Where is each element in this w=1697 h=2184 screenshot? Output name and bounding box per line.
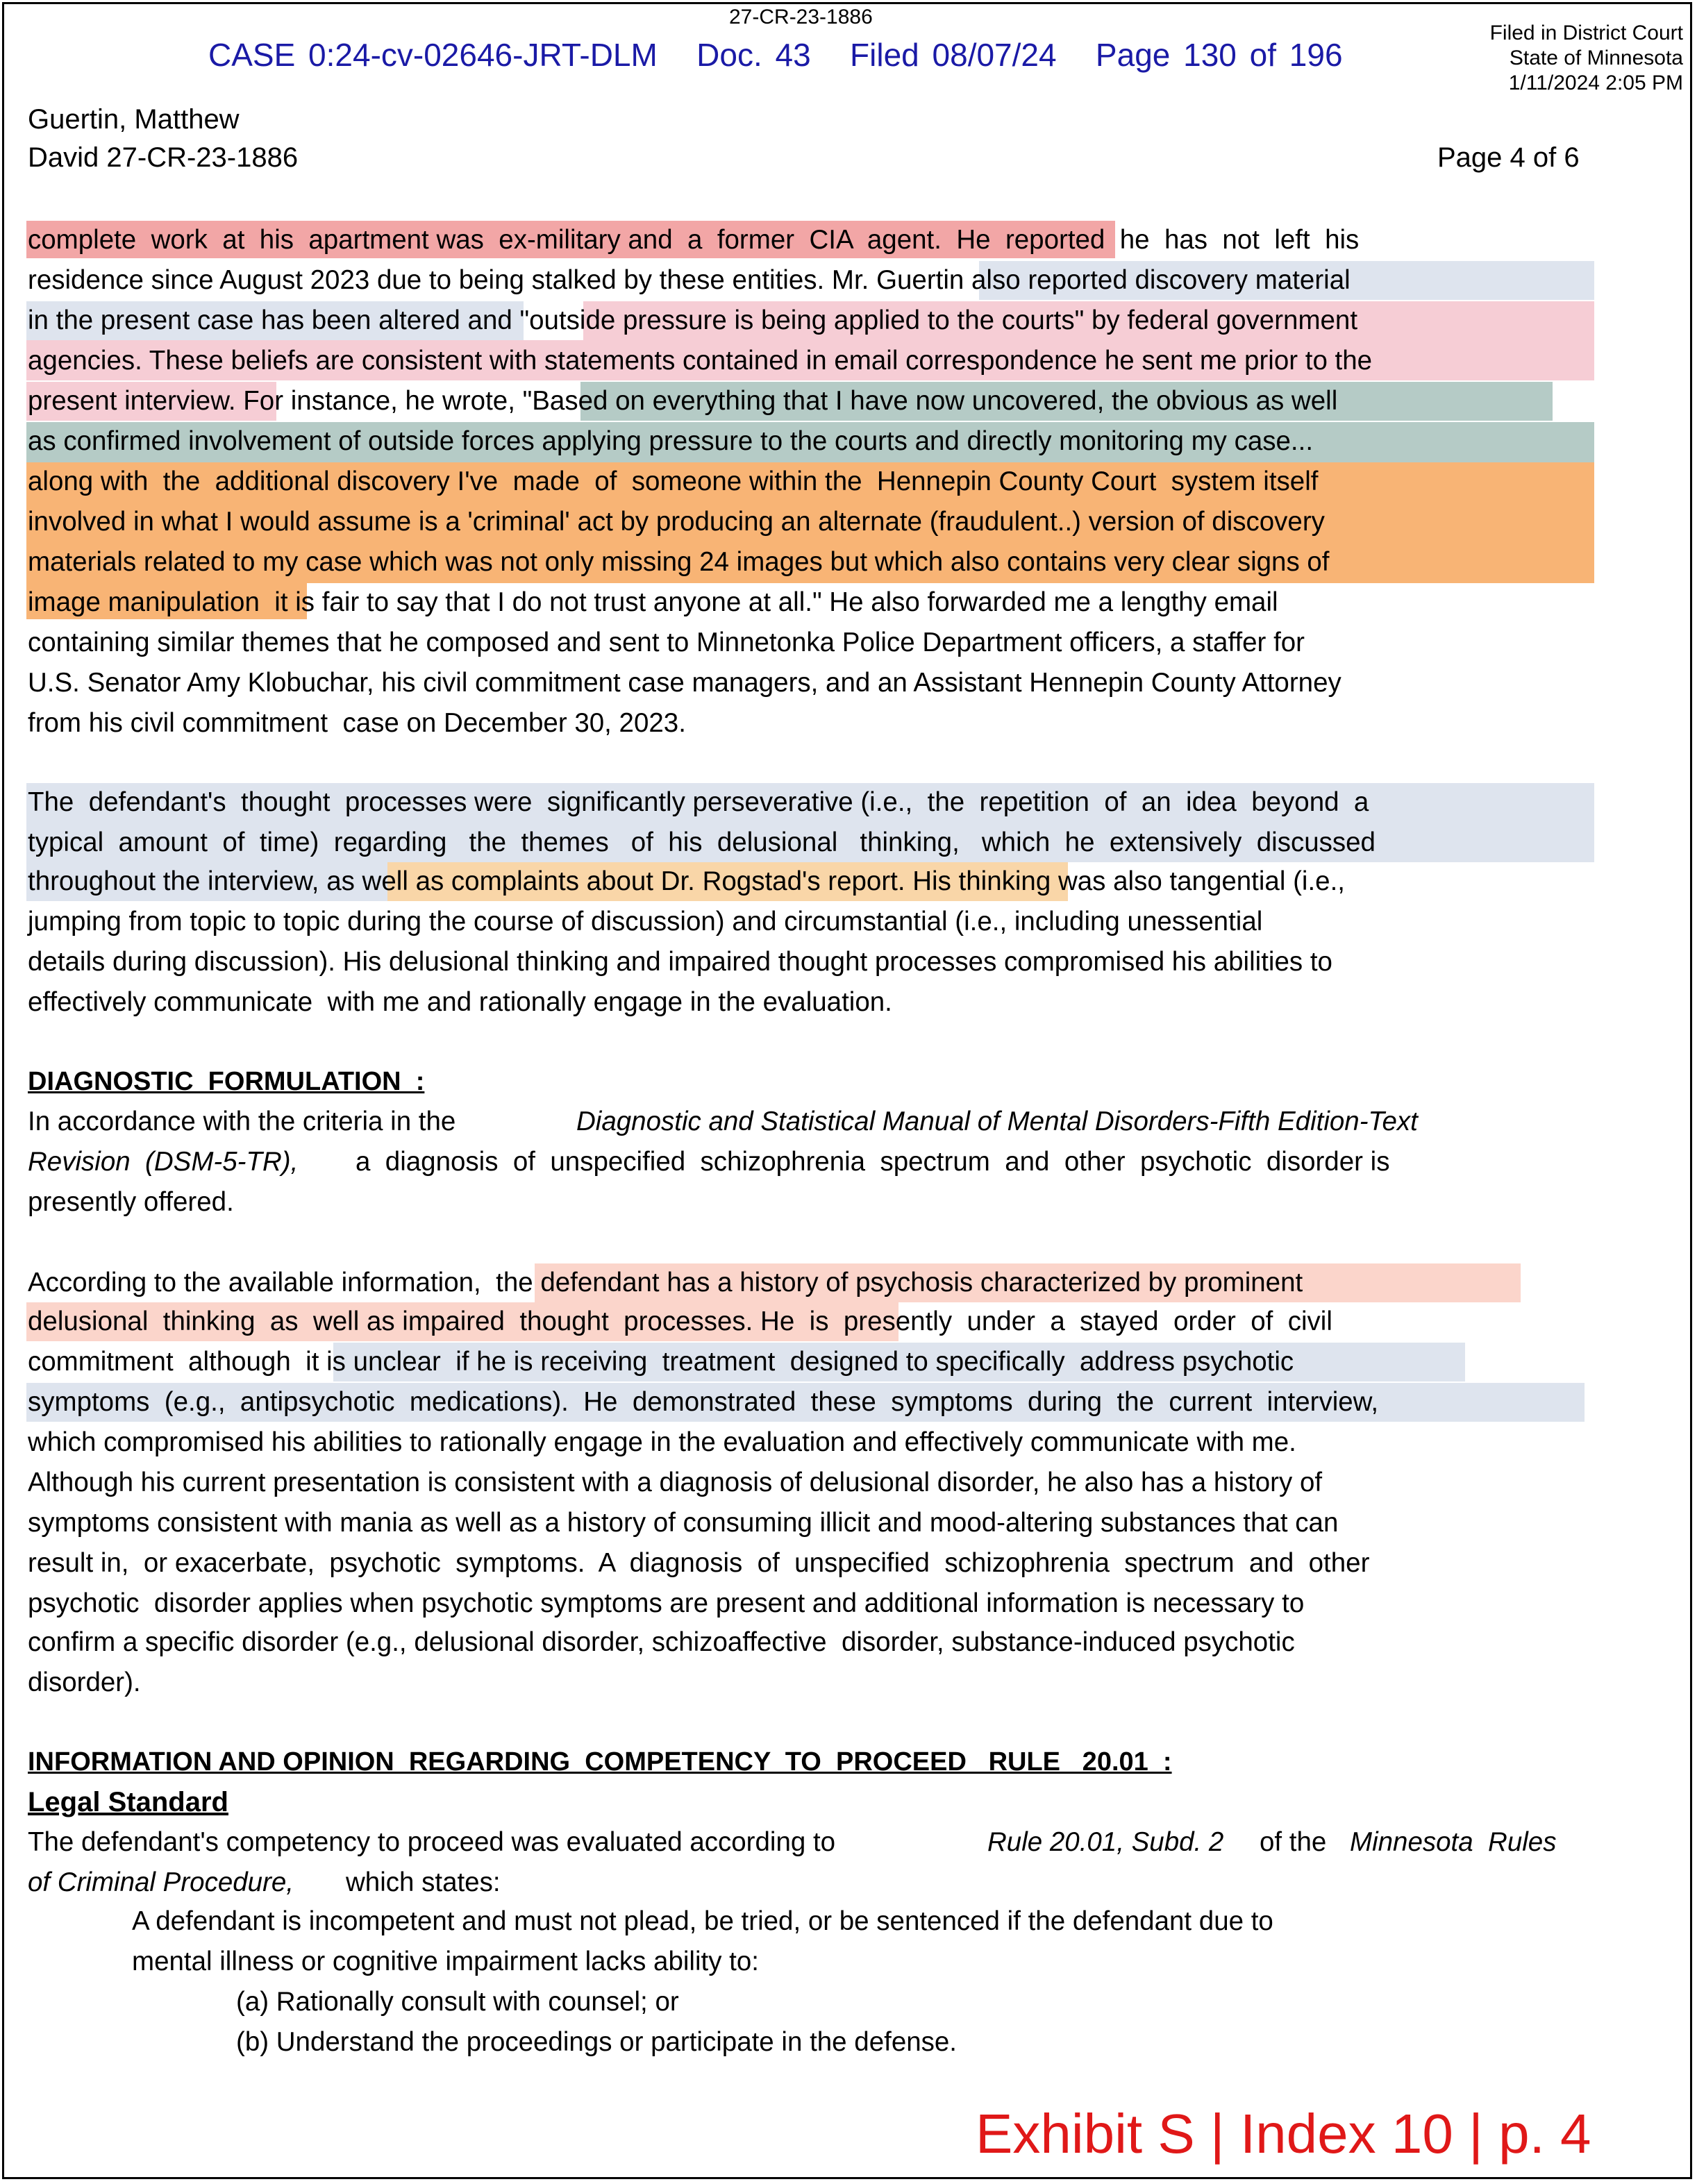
rule-item-b: (b) Understand the proceedings or participate in the defense.	[236, 2027, 957, 2057]
filed-line-1: Filed in District Court	[1489, 22, 1683, 44]
filed-stamp	[1490, 21, 1683, 96]
text-line: psychotic disorder applies when psychotic symptoms are present and additional information is necessary to	[28, 1588, 1305, 1618]
text-line: symptoms consistent with mania as well as a history of consuming illicit and mood-altering substances that can	[28, 1508, 1339, 1538]
diag-line-3: presently offered.	[28, 1187, 234, 1217]
text-line: jumping from topic to topic during the course of discussion) and circumstantial (i.e., including unessential	[28, 907, 1263, 936]
text-line: from his civil commitment case on December 30, 2023.	[28, 708, 686, 738]
exhibit-label: Exhibit S | Index 10 | p. 4	[976, 2103, 1591, 2165]
case-line: David 27-CR-23-1886	[28, 142, 299, 173]
text-line: along with the additional discovery I've made of someone within the Hennepin County Court system itself	[28, 467, 1319, 496]
filed-line-2: State of Minnesota	[1509, 47, 1683, 69]
text-line: which compromised his abilities to rationally engage in the evaluation and effectively communicate with me.	[28, 1427, 1296, 1457]
text-line: Although his current presentation is consistent with a diagnosis of delusional disorder, he also has a history of	[28, 1468, 1323, 1497]
section-heading-competency: INFORMATION AND OPINION REGARDING COMPETENCY TO PROCEED RULE 20.01 :	[28, 1747, 1172, 1776]
text-line: result in, or exacerbate, psychotic symptoms. A diagnosis of unspecified schizophrenia spectrum and other	[28, 1548, 1370, 1578]
text-line: complete work at his apartment was ex-military and a former CIA agent. He reported he has not left his	[28, 225, 1360, 255]
text-line: agencies. These beliefs are consistent with statements contained in email correspondence he sent me prior to the	[28, 346, 1373, 376]
rule-line-1a: The defendant's competency to proceed was evaluated according to	[28, 1827, 836, 1857]
rule-quote-line-2: mental illness or cognitive impairment lacks ability to:	[132, 1947, 759, 1976]
rules-title-part2: of Criminal Procedure,	[28, 1867, 294, 1897]
text-line: The defendant's thought processes were significantly perseverative (i.e., the repetition of an idea beyond a	[28, 787, 1369, 817]
diag-line-1a: In accordance with the criteria in the	[28, 1107, 456, 1136]
text-line: According to the available information, the defendant has a history of psychosis characterized by prominent	[28, 1268, 1303, 1297]
filed-line-3: 1/11/2024 2:05 PM	[1508, 72, 1683, 94]
rule-item-a: (a) Rationally consult with counsel; or	[236, 1987, 679, 2017]
diag-line-2b: a diagnosis of unspecified schizophrenia spectrum and other psychotic disorder is	[356, 1147, 1390, 1177]
text-line: commitment although it is unclear if he is receiving treatment designed to specifically address psychotic	[28, 1347, 1294, 1377]
page-number: Page 4 of 6	[1437, 142, 1580, 173]
rule-citation: Rule 20.01, Subd. 2	[987, 1827, 1224, 1857]
dsm-abbrev: Revision (DSM-5-TR),	[28, 1147, 299, 1177]
text-line: throughout the interview, as well as complaints about Dr. Rogstad's report. His thinking was also tangential (i.e.,	[28, 866, 1345, 896]
text-line: delusional thinking as well as impaired thought processes. He is presently under a stayed order of civil	[28, 1307, 1332, 1336]
text-line: residence since August 2023 due to being stalked by these entities. Mr. Guertin also reported discovery material	[28, 265, 1351, 295]
text-line: containing similar themes that he composed and sent to Minnetonka Police Department officers, a staffer for	[28, 628, 1305, 657]
text-line: present interview. For instance, he wrote, "Based on everything that I have now uncovered, the obvious as well	[28, 386, 1338, 416]
rule-line-1b	[987, 1824, 1223, 1860]
section-heading-diagnostic: DIAGNOSTIC FORMULATION :	[28, 1067, 425, 1096]
text-line: details during discussion). His delusional thinking and impaired thought processes compromised his abilities to	[28, 947, 1332, 977]
top-case-number: 27-CR-23-1886	[729, 6, 873, 28]
rule-line-2a	[28, 1865, 294, 1901]
text-line: involved in what I would assume is a 'criminal' act by producing an alternate (fraudulent..) version of discovery	[28, 507, 1325, 537]
text-line: materials related to my case which was not only missing 24 images but which also contains very clear signs of	[28, 547, 1330, 577]
rule-line-1c: of the	[1260, 1827, 1327, 1857]
text-line: disorder).	[28, 1668, 141, 1697]
defendant-name: Guertin, Matthew	[28, 104, 240, 135]
dsm-title: Diagnostic and Statistical Manual of Mental Disorders-Fifth Edition-Text	[576, 1107, 1418, 1136]
federal-filing-stamp: CASE 0:24-cv-02646-JRT-DLM Doc. 43 Filed 08/07/24 Page 130 of 196	[208, 37, 1343, 73]
rule-quote-line-1: A defendant is incompetent and must not plead, be tried, or be sentenced if the defendant due to	[132, 1906, 1273, 1936]
diag-line-2a	[28, 1144, 298, 1180]
diag-line-1b	[576, 1104, 1418, 1140]
text-line: confirm a specific disorder (e.g., delusional disorder, schizoaffective disorder, substance-induced psychotic	[28, 1627, 1295, 1657]
text-line: image manipulation it is fair to say that I do not trust anyone at all." He also forwarded me a lengthy email	[28, 587, 1278, 617]
rules-title-part1: Minnesota Rules	[1350, 1827, 1557, 1857]
text-line: U.S. Senator Amy Klobuchar, his civil commitment case managers, and an Assistant Hennepin County Attorney	[28, 668, 1341, 698]
rule-line-2b: which states:	[346, 1867, 501, 1897]
text-line: in the present case has been altered and "outside pressure is being applied to the courts" by federal government	[28, 305, 1358, 335]
legal-standard-heading: Legal Standard	[28, 1787, 228, 1817]
text-line: effectively communicate with me and rationally engage in the evaluation.	[28, 987, 892, 1017]
text-line: as confirmed involvement of outside forces applying pressure to the courts and directly monitoring my case...	[28, 426, 1314, 456]
text-line: symptoms (e.g., antipsychotic medications). He demonstrated these symptoms during the current interview,	[28, 1387, 1379, 1417]
rule-line-1d	[1350, 1824, 1556, 1860]
text-line: typical amount of time) regarding the themes of his delusional thinking, which he extensively discussed	[28, 828, 1376, 857]
